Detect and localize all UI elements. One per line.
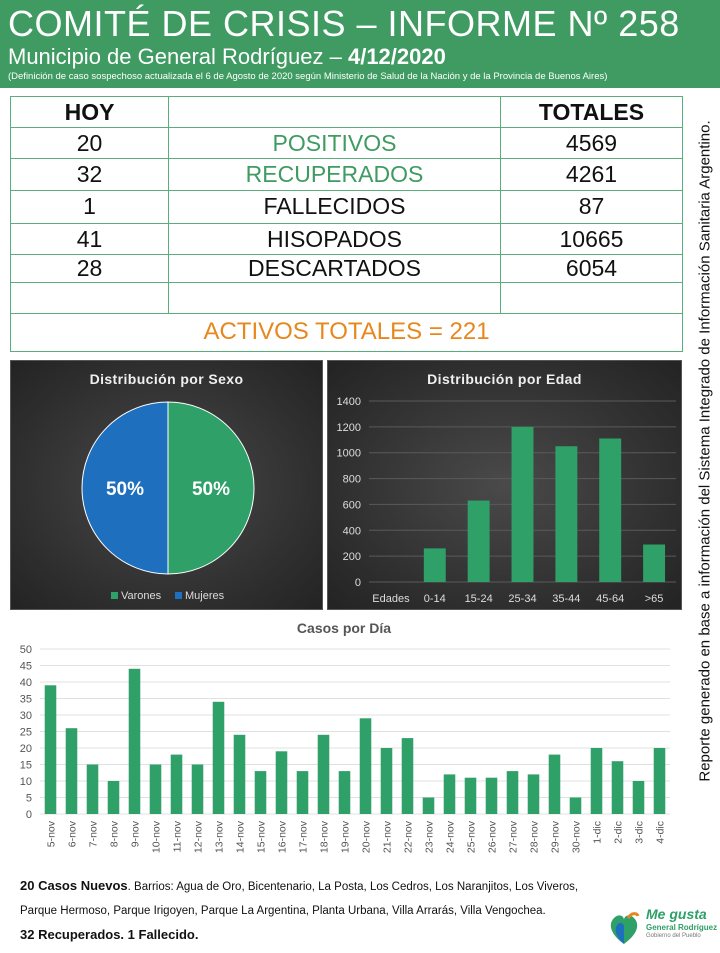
legend-label: Mujeres [185, 590, 225, 602]
x-tick-label: >65 [644, 593, 664, 605]
x-tick-label: 11-nov [171, 821, 184, 853]
y-tick-label: 0 [25, 809, 32, 821]
day-bar [339, 771, 351, 814]
report-header [0, 0, 720, 88]
x-tick-label: 29-nov [549, 821, 562, 854]
stats-table [10, 96, 683, 352]
total-cell: 4569 [501, 128, 683, 159]
x-tick-label: 2-dic [612, 821, 625, 844]
day-bar [234, 735, 246, 814]
x-tick-label: 15-nov [255, 821, 268, 854]
sex-distribution-panel [10, 360, 323, 610]
x-tick-label: 7-nov [87, 821, 100, 848]
legend-swatch [111, 592, 118, 599]
total-cell: 4261 [501, 159, 683, 190]
x-axis-label: Edades [372, 593, 410, 605]
age-bar [599, 438, 621, 582]
x-tick-label: 25-34 [508, 593, 537, 605]
x-tick-label: 16-nov [276, 821, 289, 854]
x-tick-label: 21-nov [381, 821, 394, 854]
label-cell: FALLECIDOS [169, 190, 501, 223]
daily-cases-chart-area [0, 615, 688, 870]
y-tick-label: 800 [342, 473, 361, 486]
daily-cases-bar-chart [0, 615, 688, 870]
day-bar [423, 798, 435, 815]
table-row [11, 159, 683, 190]
table-row [11, 255, 683, 283]
day-bar [591, 748, 603, 814]
x-tick-label: 10-nov [150, 821, 163, 854]
day-bar [192, 765, 204, 815]
day-bar [360, 718, 372, 814]
x-tick-label: 1-dic [591, 821, 604, 844]
y-tick-label: 1000 [336, 447, 361, 460]
activos-row [11, 313, 683, 351]
table-header-row [11, 97, 683, 128]
table-row [11, 190, 683, 223]
age-bar [512, 427, 534, 582]
age-bar [643, 545, 665, 582]
day-bar [654, 748, 666, 814]
sex-chart-title: Distribución por Sexo [89, 371, 244, 387]
col-totales-header: TOTALES [501, 97, 683, 128]
day-bar [171, 755, 183, 814]
col-label-header [169, 97, 501, 128]
y-tick-label: 30 [19, 710, 32, 722]
y-tick-label: 1400 [336, 396, 361, 408]
x-tick-label: 19-nov [339, 821, 352, 854]
x-tick-label: 17-nov [297, 821, 310, 854]
report-date: 4/12/2020 [347, 44, 446, 69]
day-bar [66, 728, 78, 814]
x-tick-label: 14-nov [234, 821, 247, 854]
x-tick-label: 22-nov [402, 821, 415, 854]
table-row [11, 128, 683, 159]
x-tick-label: 8-nov [108, 821, 121, 848]
x-tick-label: 27-nov [507, 821, 520, 854]
footer-notes [20, 874, 610, 948]
day-bar [486, 778, 498, 814]
day-bar [633, 781, 645, 814]
new-cases-count: 20 Casos Nuevos [20, 878, 128, 893]
x-tick-label: 5-nov [45, 821, 58, 848]
label-cell: POSITIVOS [169, 128, 501, 159]
legend-label: Varones [121, 590, 162, 602]
x-tick-label: 28-nov [528, 821, 541, 854]
x-tick-label: 12-nov [192, 821, 205, 854]
x-tick-label: 18-nov [318, 821, 331, 854]
definition-note: (Definición de caso sospechoso actualizada el 6 de Agosto de 2020 según Ministerio de Salud de la Nación y de la Provincia de Buenos Aires) [8, 71, 608, 82]
day-bar [87, 765, 99, 815]
x-tick-label: 13-nov [213, 821, 226, 854]
logo-text-sub: General Rodríguez [646, 923, 718, 932]
total-cell: 6054 [501, 255, 683, 283]
age-bar [555, 446, 577, 582]
logo-text-tag: Gobierno del Pueblo [646, 933, 701, 939]
day-bar [45, 685, 57, 814]
col-hoy-header: HOY [11, 97, 169, 128]
empty-row [11, 283, 683, 313]
x-tick-label: 23-nov [423, 821, 436, 854]
sex-pie-chart [11, 361, 324, 611]
x-tick-label: 0-14 [423, 593, 446, 605]
day-bar [276, 751, 288, 814]
daily-chart-title: Casos por Día [296, 620, 392, 636]
x-tick-label: 35-44 [552, 593, 581, 605]
y-tick-label: 35 [19, 693, 32, 706]
y-tick-label: 0 [354, 577, 361, 589]
day-bar [255, 771, 267, 814]
total-cell: 10665 [501, 223, 683, 254]
label-cell: HISOPADOS [169, 223, 501, 254]
y-tick-label: 600 [342, 499, 361, 512]
day-bar [465, 778, 477, 814]
y-tick-label: 20 [19, 743, 32, 755]
table-row [11, 223, 683, 254]
total-cell: 87 [501, 190, 683, 223]
legend-swatch [175, 592, 182, 599]
x-tick-label: 45-64 [596, 593, 625, 605]
x-tick-label: 15-24 [464, 593, 493, 605]
day-bar [402, 738, 414, 814]
x-tick-label: 24-nov [444, 821, 457, 854]
source-note: Reporte generado en base a información del Sistema Integrado de Información Sanitaria Argentino. [696, 120, 714, 782]
x-tick-label: 6-nov [66, 821, 79, 848]
x-tick-label: 9-nov [129, 821, 142, 848]
pie-data-label: 50% [191, 479, 231, 500]
y-tick-label: 5 [25, 792, 32, 805]
y-tick-label: 15 [19, 759, 32, 772]
hoy-cell: 41 [11, 223, 169, 254]
label-cell: RECUPERADOS [169, 159, 501, 190]
day-bar [612, 761, 624, 814]
day-bar [108, 781, 120, 814]
day-bar [528, 774, 540, 814]
hoy-cell: 1 [11, 190, 169, 223]
age-bar-chart [328, 361, 683, 611]
day-bar [381, 748, 393, 814]
day-bar [150, 765, 162, 815]
x-tick-label: 4-dic [654, 821, 667, 844]
day-bar [318, 735, 330, 814]
hoy-cell: 20 [11, 128, 169, 159]
y-tick-label: 45 [19, 660, 32, 673]
y-tick-label: 400 [342, 525, 361, 538]
hoy-cell: 28 [11, 255, 169, 283]
age-bar [424, 548, 446, 582]
new-cases-paragraph [20, 874, 610, 923]
age-chart-title: Distribución por Edad [427, 371, 582, 387]
day-bar [129, 669, 141, 814]
day-bar [570, 798, 582, 815]
y-tick-label: 25 [19, 726, 32, 739]
recovered-line [20, 923, 610, 948]
municipality-logo [606, 904, 716, 948]
y-tick-label: 1200 [336, 421, 361, 434]
x-tick-label: 3-dic [633, 821, 646, 844]
y-tick-label: 10 [19, 776, 32, 788]
municipality-label: Municipio de General Rodríguez – [8, 44, 348, 69]
logo-text-main: Me gusta [646, 906, 707, 922]
report-subtitle [8, 44, 712, 70]
report-title: COMITÉ DE CRISIS – INFORME Nº 258 [8, 3, 680, 44]
pie-data-label: 50% [105, 479, 145, 500]
activos-totales: ACTIVOS TOTALES = 221 [11, 313, 683, 351]
hoy-cell: 32 [11, 159, 169, 190]
recovered-count: 32 Recuperados. 1 Fallecido. [20, 927, 199, 942]
y-tick-label: 50 [19, 644, 32, 656]
day-bar [549, 755, 561, 814]
y-tick-label: 40 [19, 677, 32, 689]
x-tick-label: 26-nov [486, 821, 499, 854]
age-distribution-panel [327, 360, 682, 610]
x-tick-label: 20-nov [360, 821, 373, 854]
day-bar [444, 774, 456, 814]
y-tick-label: 200 [342, 551, 361, 564]
x-tick-label: 30-nov [570, 821, 583, 854]
x-tick-label: 25-nov [465, 821, 478, 854]
day-bar [507, 771, 519, 814]
barrios-list: . Barrios: Agua de Oro, Bicentenario, La Posta, Los Cedros, Los Naranjitos, Los Viveros, Parque Hermoso, Parque Irigoyen, Parque La Argentina, Planta Urbana, Villa Arrarás, Villa Vengochea. [20, 881, 579, 917]
label-cell: DESCARTADOS [169, 255, 501, 283]
day-bar [213, 702, 225, 814]
source-note-vertical [690, 95, 720, 807]
age-bar [468, 501, 490, 582]
day-bar [297, 771, 309, 814]
